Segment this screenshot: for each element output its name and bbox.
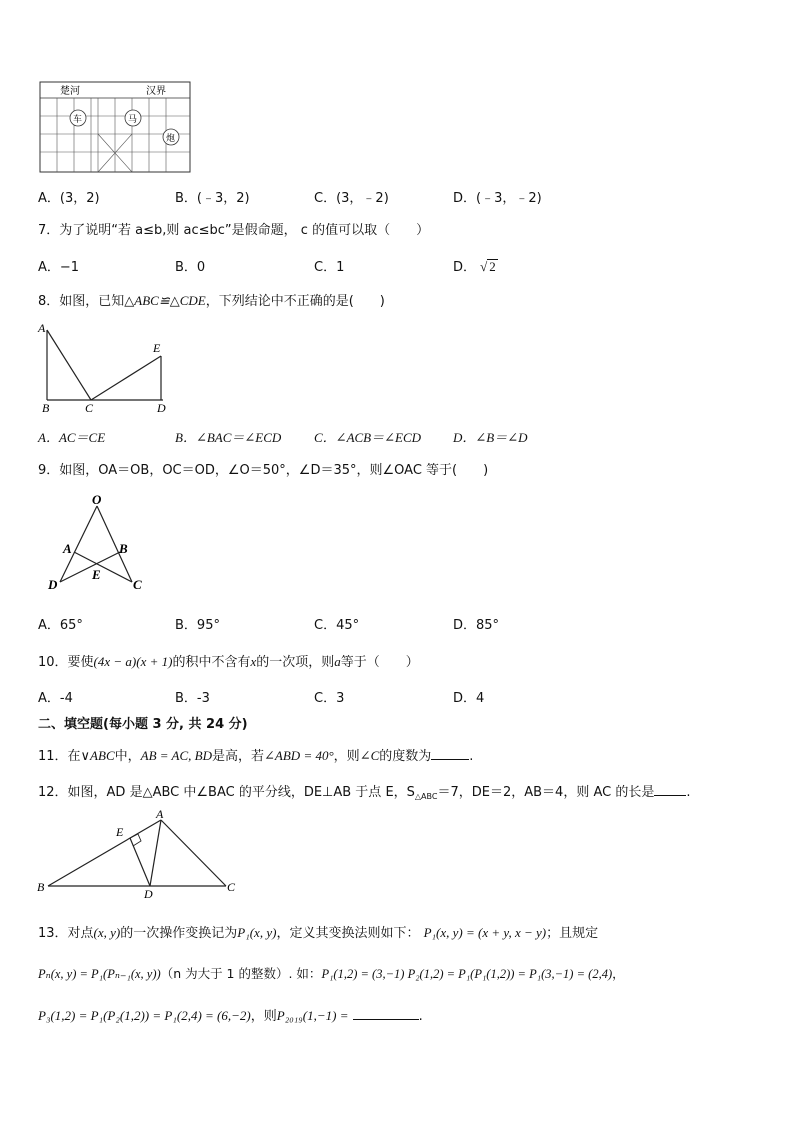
- q6-option-b[interactable]: B．(﹣3，2): [175, 191, 250, 206]
- section-title: 二、填空题(每小题 3 分, 共 24 分): [38, 717, 248, 732]
- q9-point-d: D: [48, 577, 58, 592]
- q9-triangle-figure: [42, 492, 154, 596]
- q12-point-b: B: [37, 880, 45, 894]
- q8-point-c: C: [85, 401, 94, 415]
- chess-board-figure: [38, 80, 194, 176]
- q8-stem: 8．如图，已知△ABC≌△CDE，下列结论中不正确的是( ): [38, 293, 385, 309]
- q7-option-d[interactable]: D． √ 2: [453, 259, 496, 275]
- q12-point-e: E: [116, 825, 124, 839]
- q7-stem: 7．为了说明“若 a≤b,则 ac≤bc”是假命题， c 的值可以取（ ）: [38, 223, 430, 238]
- q8-point-a: A: [38, 321, 46, 335]
- q10-option-d[interactable]: D．4: [453, 691, 485, 706]
- svg-text:炮: 炮: [166, 133, 176, 143]
- q13-line3: P₃(1,2) = P₁(P₂(1,2)) = P₁(2,4) = (6,−2)，则P₂₀₁₉(1,−1) = .: [38, 1008, 423, 1024]
- q8-formula: △ABC≌△CDE: [124, 293, 206, 308]
- q12-answer-blank[interactable]: [654, 783, 686, 796]
- q8-option-b[interactable]: B．∠BAC＝∠ECD: [175, 430, 282, 445]
- q6-option-a[interactable]: A．(3，2): [38, 191, 100, 206]
- q13-line2: Pₙ(x, y) = P₁(Pₙ₋₁(x, y))（n 为大于 1 的整数）. 如：P₁(1,2) = (3,−1) P₂(1,2) = P₁(P₁(1,2)) = P₁(3,−1) = (2,4)，: [38, 966, 625, 981]
- q9-point-e: E: [92, 567, 101, 582]
- q7-option-c[interactable]: C．1: [314, 260, 345, 275]
- q9-point-b: B: [119, 541, 128, 556]
- q9-option-d[interactable]: D．85°: [453, 618, 500, 633]
- q9-option-a[interactable]: A．65°: [38, 618, 83, 633]
- q8-option-a[interactable]: A．AC＝CE: [38, 430, 106, 445]
- sqrt-value: 2: [489, 259, 496, 274]
- q9-point-c: C: [133, 577, 142, 592]
- board-left-label: 楚河: [60, 86, 80, 97]
- q12-point-a: A: [156, 807, 164, 821]
- q9-point-o: O: [92, 492, 102, 507]
- q8-point-e: E: [153, 341, 161, 355]
- q8-triangle-figure: [34, 320, 174, 416]
- q6-option-c[interactable]: C．(3，﹣2): [314, 191, 389, 206]
- q9-point-a: A: [63, 541, 72, 556]
- q7-option-b[interactable]: B．0: [175, 260, 206, 275]
- q13-answer-blank[interactable]: [353, 1007, 419, 1020]
- q8-point-d: D: [157, 401, 166, 415]
- q10-option-a[interactable]: A．-4: [38, 691, 73, 706]
- board-right-label: 汉界: [146, 86, 166, 97]
- piece-horse: [125, 110, 141, 126]
- q12-stem: 12．如图，AD 是△ABC 中∠BAC 的平分线，DE⊥AB 于点 E，$S_{\triangle ABC}=7$，DE＝2，AB＝4，则 AC 的长是 .: [38, 785, 691, 801]
- piece-car: [70, 110, 86, 126]
- q8-option-d[interactable]: D．∠B＝∠D: [453, 430, 528, 445]
- q12-triangle-figure: [34, 806, 244, 898]
- q10-formula: (4x − a)(x + 1): [93, 654, 173, 669]
- q11-answer-blank[interactable]: [431, 747, 469, 760]
- q8-point-b: B: [42, 401, 50, 415]
- svg-text:车: 车: [73, 114, 83, 124]
- q13-line1: 13．对点(x, y)的一次操作变换记为P₁(x, y)，定义其变换法则如下： P₁(x, y) = (x + y, x − y)；且规定: [38, 925, 599, 941]
- sqrt-icon: √: [480, 259, 488, 274]
- q9-option-c[interactable]: C．45°: [314, 618, 360, 633]
- q12-point-c: C: [227, 880, 236, 894]
- q9-stem: 9．如图，OA＝OB，OC＝OD，∠O＝50°，∠D＝35°，则∠OAC 等于( ): [38, 463, 489, 478]
- q10-option-c[interactable]: C．3: [314, 691, 345, 706]
- q10-stem: 10．要使(4x − a)(x + 1)的积中不含有x的一次项，则a等于（ ）: [38, 654, 419, 670]
- q6-option-d[interactable]: D．(﹣3，﹣2): [453, 191, 542, 206]
- piece-cannon: [163, 129, 179, 145]
- q9-option-b[interactable]: B．95°: [175, 618, 220, 633]
- svg-text:马: 马: [128, 114, 138, 124]
- q8-option-c[interactable]: C．∠ACB＝∠ECD: [314, 430, 422, 445]
- q12-point-d: D: [144, 887, 153, 898]
- q11-stem: 11．在∨ABC中，AB = AC, BD是高，若∠ABD = 40°，则∠C的度数为 .: [38, 748, 474, 764]
- q7-option-a[interactable]: A．−1: [38, 260, 80, 275]
- q10-option-b[interactable]: B．-3: [175, 691, 210, 706]
